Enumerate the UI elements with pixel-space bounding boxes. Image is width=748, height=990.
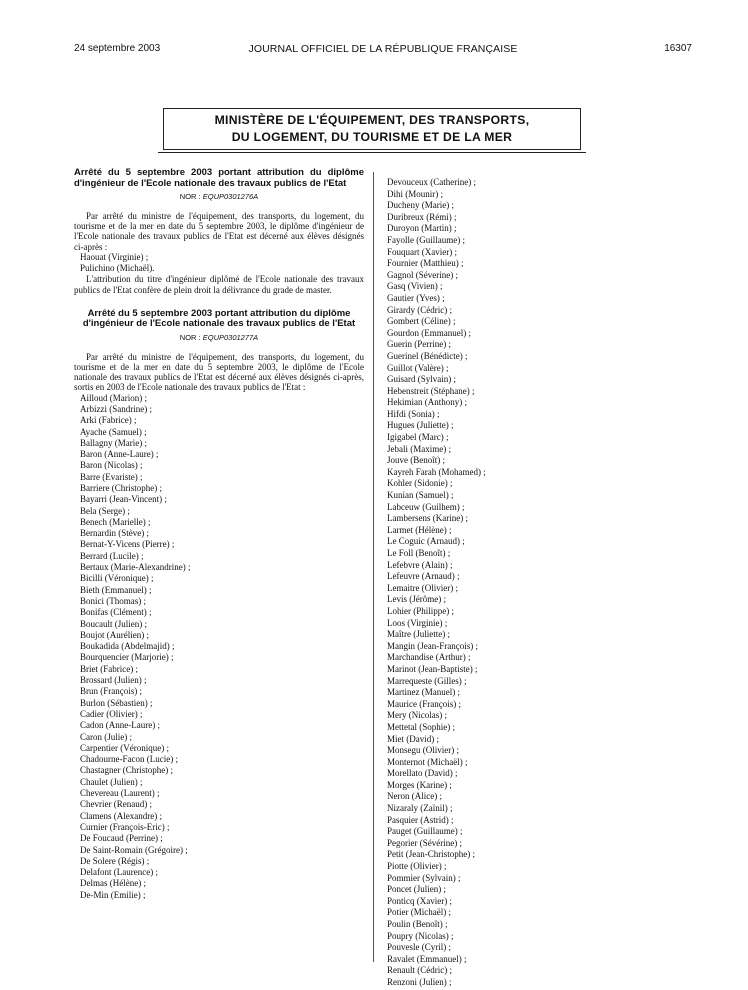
nor-label: NOR : bbox=[179, 332, 201, 342]
list-item: Ducheny (Marie) ; bbox=[387, 200, 454, 211]
list-item: Renzoni (Julien) ; bbox=[387, 976, 452, 987]
list-item: Bela (Serge) ; bbox=[80, 505, 130, 516]
list-item: Hifdi (Sonia) ; bbox=[387, 408, 440, 419]
list-item: Boukadida (Abdelmajid) ; bbox=[80, 641, 175, 652]
list-item: Le Coguic (Arnaud) ; bbox=[387, 536, 465, 547]
arrete-2-title: Arrêté du 5 septembre 2003 portant attribution du diplôme d'ingénieur de l'Ecole nationale des travaux publics de l'Etat bbox=[82, 307, 356, 330]
list-item: Ponticq (Xavier) ; bbox=[387, 895, 452, 906]
list-item: Martinez (Manuel) ; bbox=[387, 687, 460, 698]
list-item: Kohler (Sidonie) ; bbox=[387, 478, 453, 489]
list-item: Berrard (Lucile) ; bbox=[80, 550, 144, 561]
list-item: Bieth (Emmanuel) ; bbox=[80, 584, 152, 595]
list-item: Chevrier (Renaud) ; bbox=[80, 799, 152, 810]
list-item: Pulichino (Michaël). bbox=[80, 263, 155, 274]
list-item: Hebenstreit (Stéphane) ; bbox=[387, 385, 475, 396]
list-item: Pommier (Sylvain) ; bbox=[387, 872, 461, 883]
list-item: Le Foll (Benoît) ; bbox=[387, 548, 451, 558]
list-item: Bernat-Y-Vicens (Pierre) ; bbox=[80, 539, 175, 550]
list-item: Marinot (Jean-Baptiste) ; bbox=[387, 663, 478, 674]
arrete-1-body: Par arrêté du ministre de l'équipement, des transports, du logement, du tourisme et de la mer en date du 5 septembre 2003, le diplôme d'ingénieur de l'Ecole nationale des travaux publics de l'Etat est décerné aux élèves désignés ci-après : bbox=[74, 211, 364, 252]
list-item: Guisard (Sylvain) ; bbox=[387, 374, 456, 385]
list-item: Delafont (Laurence) ; bbox=[80, 867, 158, 878]
list-item: Bertaux (Marie-Alexandrine) ; bbox=[80, 562, 191, 573]
nor-code: EQUP0301277A bbox=[202, 332, 259, 342]
list-item: Cadon (Anne-Laure) ; bbox=[80, 720, 160, 731]
list-item: Maître (Juliette) ; bbox=[387, 629, 450, 640]
list-item: Briet (Fabrice) ; bbox=[80, 663, 138, 674]
list-item: Bonifas (Clément) ; bbox=[80, 607, 152, 618]
list-item: Marrequeste (Gilles) ; bbox=[387, 675, 467, 686]
list-item: Baron (Nicolas) ; bbox=[80, 460, 143, 471]
list-item: Gautier (Yves) ; bbox=[387, 292, 445, 303]
list-item: Delmas (Hélène) ; bbox=[80, 878, 146, 889]
list-item: Morges (Karine) ; bbox=[387, 779, 452, 790]
list-item: Benech (Marielle) ; bbox=[80, 516, 151, 527]
list-item: Bernardin (Stève) ; bbox=[80, 528, 149, 539]
list-item: Morellato (David) ; bbox=[387, 768, 458, 779]
list-item: Fournier (Matthieu) ; bbox=[387, 258, 464, 269]
list-item: Pauget (Guillaume) ; bbox=[387, 826, 463, 837]
list-item: Guillot (Valère) ; bbox=[387, 362, 449, 373]
list-item: Brun (François) ; bbox=[80, 686, 142, 697]
list-item: Monternot (Michaël) ; bbox=[387, 756, 468, 767]
arrete-1-nor bbox=[74, 192, 364, 201]
list-item: Bayarri (Jean-Vincent) ; bbox=[80, 494, 167, 505]
ministry-heading bbox=[163, 108, 581, 150]
arrete-1 bbox=[74, 168, 364, 295]
list-item: Pouvesle (Cyril) ; bbox=[387, 942, 451, 953]
list-item: Curnier (François-Eric) ; bbox=[80, 821, 170, 832]
list-item: Duribreux (Rémi) ; bbox=[387, 211, 457, 222]
column-divider bbox=[373, 172, 374, 962]
list-item: Loos (Virginie) ; bbox=[387, 617, 448, 628]
list-item: Fouquart (Xavier) ; bbox=[387, 246, 457, 257]
arrete-2-nor bbox=[74, 333, 364, 342]
arrete-1-footer: L'attribution du titre d'ingénieur diplômé de l'Ecole nationale des travaux publics de l'Etat confère de plein droit la délivrance du grade de master. bbox=[74, 274, 364, 295]
list-item: Petit (Jean-Christophe) ; bbox=[387, 849, 475, 860]
list-item: Poulin (Benoît) ; bbox=[387, 919, 448, 929]
list-item: Ravalet (Emmanuel) ; bbox=[387, 953, 467, 964]
list-item: Hugues (Juliette) ; bbox=[387, 420, 454, 431]
list-item: Hekimian (Anthony) ; bbox=[387, 397, 467, 408]
list-item: Boucault (Julien) ; bbox=[80, 618, 147, 629]
list-item: Fayolle (Guillaume) ; bbox=[387, 234, 465, 245]
list-item: De Saint-Romain (Grégoire) ; bbox=[80, 844, 188, 855]
list-item: Neron (Alice) ; bbox=[387, 791, 442, 802]
list-item: Jouve (Benoît) ; bbox=[387, 455, 445, 466]
list-item: Arbizzi (Sandrine) ; bbox=[80, 403, 152, 414]
list-item: Marchandise (Arthur) ; bbox=[387, 652, 471, 663]
list-item: Caron (Julie) ; bbox=[80, 731, 132, 742]
journal-title: JOURNAL OFFICIEL DE LA RÉPUBLIQUE FRANÇAISE bbox=[248, 43, 518, 55]
list-item: Gasq (Vivien) ; bbox=[387, 281, 443, 292]
list-item: Renault (Cédric) ; bbox=[387, 965, 452, 976]
list-item: Burlon (Sébastien) ; bbox=[80, 697, 153, 708]
arrete-2-names-right bbox=[387, 177, 687, 989]
list-item: Mangin (Jean-François) ; bbox=[387, 640, 478, 651]
list-item: Clamens (Alexandre) ; bbox=[80, 810, 162, 821]
list-item: Bicilli (Véronique) ; bbox=[80, 573, 154, 584]
list-item: Ballagny (Marie) ; bbox=[80, 437, 147, 448]
list-item: De Foucaud (Perrine) ; bbox=[80, 833, 163, 844]
ministry-line-2: DU LOGEMENT, DU TOURISME ET DE LA MER bbox=[231, 130, 513, 144]
list-item: Bonici (Thomas) ; bbox=[80, 595, 146, 606]
nor-code: EQUP0301276A bbox=[202, 192, 259, 201]
list-item: Barriere (Christophe) ; bbox=[80, 483, 162, 493]
list-item: Ailloud (Marion) ; bbox=[80, 392, 147, 403]
list-item: Gombert (Céline) ; bbox=[387, 316, 456, 327]
list-item: Gourdon (Emmanuel) ; bbox=[387, 327, 471, 338]
list-item: Monsegu (Olivier) ; bbox=[387, 745, 459, 756]
list-item: Pasquier (Astrid) ; bbox=[387, 814, 454, 825]
list-item: Mery (Nicolas) ; bbox=[387, 710, 447, 721]
list-item: Duroyon (Martin) ; bbox=[387, 223, 457, 234]
list-item: Lefebvre (Alain) ; bbox=[387, 559, 453, 570]
page-number: 16307 bbox=[664, 43, 692, 54]
arrete-1-title: Arrêté du 5 septembre 2003 portant attribution du diplôme d'ingénieur de l'Ecole nationale des travaux publics de l'Etat bbox=[74, 167, 364, 189]
arrete-1-names bbox=[80, 252, 364, 275]
list-item: Lambersens (Karine) ; bbox=[387, 513, 468, 524]
list-item: De Solere (Régis) ; bbox=[80, 855, 150, 866]
list-item: Kayreh Farah (Mohamed) ; bbox=[387, 466, 486, 477]
list-item: Arki (Fabrice) ; bbox=[80, 415, 137, 426]
header-date: 24 septembre 2003 bbox=[74, 43, 161, 54]
list-item: Ayache (Samuel) ; bbox=[80, 426, 147, 437]
list-item: Mettetal (Sophie) ; bbox=[387, 721, 455, 732]
list-item: Guerinel (Bénédicte) ; bbox=[387, 350, 468, 361]
right-column bbox=[387, 177, 687, 989]
list-item: Haouat (Virginie) ; bbox=[80, 251, 149, 262]
ministry-underline bbox=[158, 152, 586, 153]
list-item: Guerin (Perrine) ; bbox=[387, 339, 451, 350]
list-item: Poncet (Julien) ; bbox=[387, 884, 446, 895]
list-item: Boujot (Aurélien) ; bbox=[80, 629, 149, 640]
ministry-line-1: MINISTÈRE DE L'ÉQUIPEMENT, DES TRANSPORTS, bbox=[214, 113, 530, 127]
list-item: Barre (Evariste) ; bbox=[80, 471, 143, 482]
list-item: Girardy (Cédric) ; bbox=[387, 304, 452, 315]
list-item: Baron (Anne-Laure) ; bbox=[80, 449, 159, 460]
list-item: Miet (David) ; bbox=[387, 733, 439, 744]
list-item: Brossard (Julien) ; bbox=[80, 675, 147, 686]
list-item: Kunian (Samuel) ; bbox=[387, 490, 454, 501]
list-item: Chastagner (Christophe) ; bbox=[80, 765, 173, 776]
list-item: Bourquencier (Marjorie) ; bbox=[80, 652, 174, 663]
list-item: Chevereau (Laurent) ; bbox=[80, 788, 160, 799]
arrete-2-body: Par arrêté du ministre de l'équipement, des transports, du logement, du tourisme et de la mer en date du 5 septembre 2003, le diplôme de l'Ecole nationale des travaux publics de l'Etat est décerné aux élèves désignés ci-après, sortis en 2003 de l'Ecole nationale des travaux publics de l'Etat : bbox=[74, 351, 364, 393]
list-item: Larmet (Hélène) ; bbox=[387, 524, 452, 535]
list-item: Lohier (Philippe) ; bbox=[387, 605, 454, 616]
arrete-2 bbox=[74, 309, 364, 901]
list-item: Lemaitre (Olivier) ; bbox=[387, 582, 458, 593]
list-item: Carpentier (Véronique) ; bbox=[80, 742, 169, 753]
list-item: Chaulet (Julien) ; bbox=[80, 776, 143, 787]
list-item: Pegorier (Sévérine) ; bbox=[387, 837, 462, 848]
list-item: Potier (Michaël) ; bbox=[387, 907, 451, 918]
list-item: Igigabel (Marc) ; bbox=[387, 432, 449, 443]
list-item: Dihi (Mounir) ; bbox=[387, 188, 443, 199]
list-item: Devouceux (Catherine) ; bbox=[387, 177, 476, 187]
list-item: De-Min (Emilie) ; bbox=[80, 889, 146, 900]
list-item: Poupry (Nicolas) ; bbox=[387, 930, 454, 941]
page-header bbox=[74, 42, 692, 56]
list-item: Labceuw (Guilhem) ; bbox=[387, 501, 465, 512]
list-item: Lefeuvre (Arnaud) ; bbox=[387, 571, 460, 582]
left-column bbox=[74, 168, 364, 901]
list-item: Nizaraly (Zaïnil) ; bbox=[387, 803, 453, 814]
list-item: Levis (Jérôme) ; bbox=[387, 594, 446, 605]
list-item: Jebali (Maxime) ; bbox=[387, 443, 451, 454]
list-item: Gagnol (Séverine) ; bbox=[387, 269, 458, 280]
list-item: Chadourne-Facon (Lucie) ; bbox=[80, 754, 178, 765]
list-item: Maurice (François) ; bbox=[387, 698, 461, 709]
nor-label: NOR : bbox=[179, 192, 201, 201]
arrete-2-names-left bbox=[80, 393, 364, 901]
list-item: Piotte (Olivier) ; bbox=[387, 861, 447, 872]
list-item: Cadier (Olivier) ; bbox=[80, 708, 143, 719]
